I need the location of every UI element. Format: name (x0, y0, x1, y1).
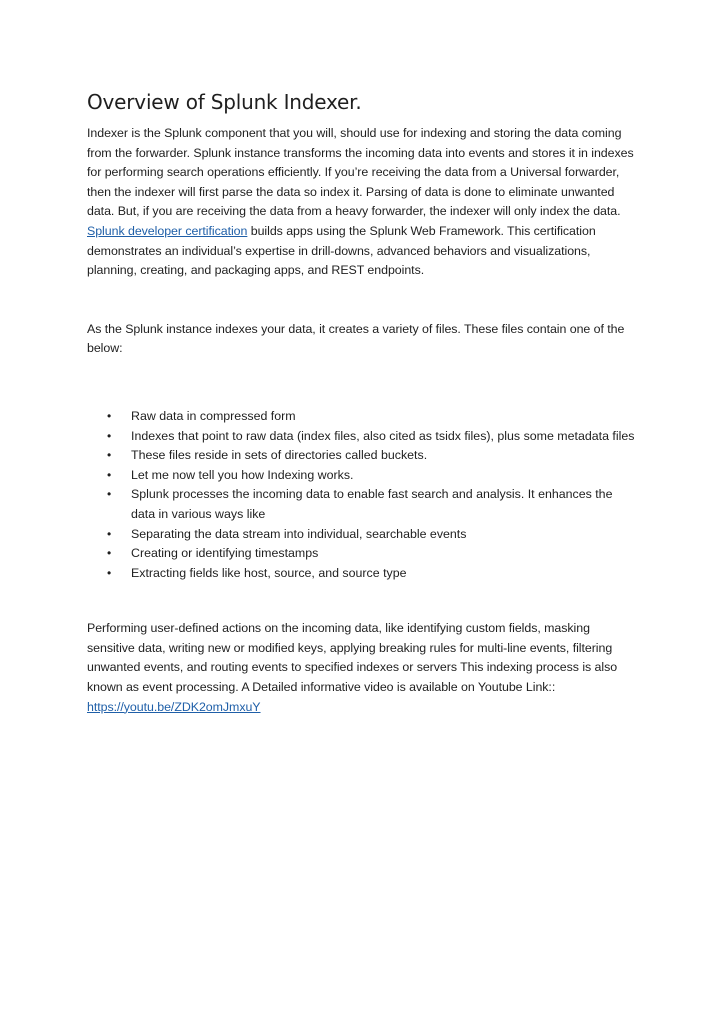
processing-paragraph (87, 619, 637, 717)
list-item-text: Let me now tell you how Indexing works. (131, 467, 354, 482)
list-item (87, 407, 637, 427)
page-title: Overview of Splunk Indexer. (87, 90, 362, 114)
list-item-text: Splunk processes the incoming data to enable fast search and analysis. It enhances the data in various ways like (131, 487, 613, 521)
list-item-text: These files reside in sets of directories called buckets. (131, 448, 428, 463)
bullet-icon: • (107, 565, 112, 580)
intro-text-before-link: Indexer is the Splunk component that you will, should use for indexing and storing the data coming from the forwarder. Splunk instance transforms the incoming data into events and stores it in indexes for performing search operations efficiently. If you’re receiving the data from a Universal forwarder, then the indexer will first parse the data so index it. Parsing of data is done to eliminate unwanted data. But, if you are receiving the data from a heavy forwarder, the indexer will only index the data. (87, 126, 634, 219)
list-item-text: Raw data in compressed form (131, 408, 296, 423)
intro-text-after-link: builds apps using the Splunk Web Framework. This certification demonstrates an individual’s expertise in drill-downs, advanced behaviors and visualizations, planning, creating, and packaging apps, and REST endpoints. (87, 223, 596, 278)
list-item-text: Indexes that point to raw data (index files, also cited as tsidx files), plus some metadata files (131, 428, 635, 443)
list-item-text: Extracting fields like host, source, and source type (131, 565, 407, 580)
spacer (87, 281, 637, 320)
list-item (87, 485, 637, 524)
bullet-icon: • (107, 546, 112, 561)
files-paragraph: As the Splunk instance indexes your data, it creates a variety of files. These files contain one of the below: (87, 321, 625, 356)
document-body (87, 86, 637, 717)
bullet-icon: • (107, 408, 112, 423)
bullet-icon: • (107, 467, 112, 482)
list-item (87, 466, 637, 486)
bullet-icon: • (107, 487, 112, 502)
spacer (87, 583, 637, 619)
bullet-icon: • (107, 448, 112, 463)
bullet-icon: • (107, 428, 112, 443)
spacer (87, 359, 637, 407)
bullet-list (87, 407, 637, 583)
list-item-text: Creating or identifying timestamps (131, 546, 319, 561)
list-item (87, 427, 637, 447)
certification-link[interactable]: Splunk developer certification (87, 223, 248, 238)
bullet-icon: • (107, 526, 112, 541)
youtube-link[interactable]: https://youtu.be/ZDK2omJmxuY (87, 699, 261, 714)
list-item (87, 544, 637, 564)
intro-paragraph (87, 124, 637, 281)
list-item (87, 446, 637, 466)
list-item (87, 525, 637, 545)
list-item-text: Separating the data stream into individual, searchable events (131, 526, 467, 541)
processing-text: Performing user-defined actions on the incoming data, like identifying custom fields, masking sensitive data, writing new or modified keys, applying breaking rules for multi-line events, filtering unwanted events, and routing events to specified indexes or servers This indexing process is also known as event processing. A Detailed informative video is available on Youtube Link:: (87, 621, 618, 695)
list-item (87, 564, 637, 584)
